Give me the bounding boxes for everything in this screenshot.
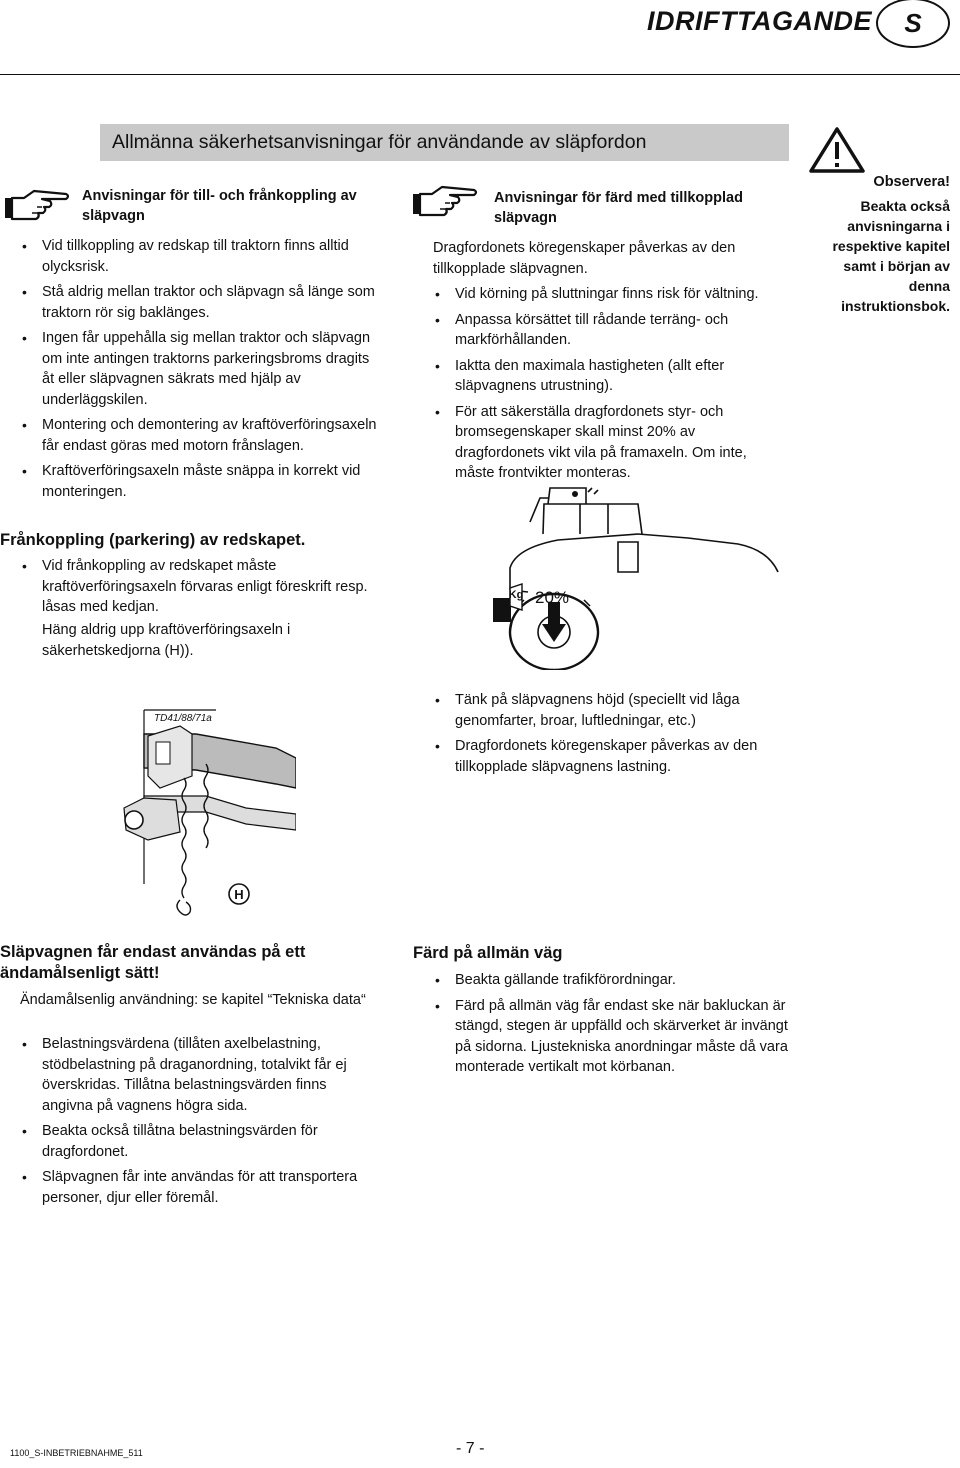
language-badge: S xyxy=(876,0,950,48)
list-item: • För att säkerställa dragfordonets styr- och bromsegenskaper skall minst 20% av dragfordonets vikt vila på framaxeln. Om inte, måste frontvikter monteras. xyxy=(433,402,788,484)
tractor-weight-illustration xyxy=(488,482,788,670)
list-item: • Iaktta den maximala hastigheten (allt efter släpvagnens utrustning). xyxy=(433,356,788,397)
list-item: • Montering och demontering av kraftöverföringsaxeln får endast göras med motorn frånslagen. xyxy=(20,415,378,456)
col2-intro: Dragfordonets köregenskaper påverkas av den tillkopplade släpvagnen. xyxy=(433,240,736,277)
frankoppling-heading: Frånkoppling (parkering) av redskapet. xyxy=(0,531,306,549)
allman-vag-bullet-list xyxy=(433,970,788,1083)
list-item: • Beakta gällande trafikförordningar. xyxy=(433,970,788,991)
col2-lower-bullet-list xyxy=(433,690,788,782)
pointing-hand-icon xyxy=(4,186,72,222)
figure-code: TD41/88/71a xyxy=(154,713,212,724)
pointing-hand-icon xyxy=(412,182,480,218)
list-item: • Vid tillkoppling av redskap till traktorn finns alltid olycksrisk. xyxy=(20,236,378,277)
list-item: • Dragfordonets köregenskaper påverkas av den tillkopplade släpvagnens lastning. xyxy=(433,736,788,777)
list-item: • Släpvagnen får inte användas för att transportera personer, djur eller föremål. xyxy=(20,1167,378,1208)
warning-triangle-icon xyxy=(808,126,866,174)
note-title: Observera! xyxy=(873,174,950,190)
col1-heading: Anvisningar för till- och frånkoppling av släpvagn xyxy=(82,188,357,224)
slapvagnen-intro: Ändamålsenlig användning: se kapitel “Tekniska data“ xyxy=(20,992,366,1008)
header-rule xyxy=(0,74,960,75)
list-item: • Belastningsvärdena (tillåten axelbelastning, stödbelastning på draganordning, totalvikt får ej överskridas. Tillåtna belastningsvärden finns angivna på vagnens högra sida. xyxy=(20,1034,378,1116)
document-code: 1100_S-INBETRIEBNAHME_511 xyxy=(10,1448,143,1458)
slapvagnen-heading: Släpvagnen får endast användas på ett ändamålsenligt sätt! xyxy=(0,943,306,982)
note-box xyxy=(808,174,950,316)
col2-bullet-list xyxy=(433,284,788,489)
list-item: • Kraftöverföringsaxeln måste snäppa in korrekt vid monteringen. xyxy=(20,461,378,502)
weight-kg-label: Kg xyxy=(508,589,524,601)
col1-bullet-list xyxy=(20,236,378,507)
list-item: • Ingen får uppehålla sig mellan traktor och släpvagn om inte antingen traktorns parkeringsbroms dragits åt eller släpvagnen säkrats med hjälp av underläggskilen. xyxy=(20,328,378,410)
weight-percent-label: 20% xyxy=(534,588,570,607)
allman-vag-heading: Färd på allmän väg xyxy=(413,944,563,962)
page-header-title: IDRIFTTAGANDE xyxy=(647,6,872,36)
frankoppling-warning: Häng aldrig upp kraftöverföringsaxeln i säkerhetskedjorna (H)). xyxy=(42,622,291,659)
chain-marker-h: H xyxy=(234,887,244,902)
pto-shaft-chain-illustration xyxy=(96,704,296,924)
slapvagnen-bullet-list xyxy=(20,1034,378,1213)
list-item: • Färd på allmän väg får endast ske när bakluckan är stängd, stegen är uppfälld och skärverket är invängt på sidorna. Ljustekniska anordningar måste då vara monterade vertikalt mot körbanan. xyxy=(433,996,788,1078)
note-body: Beakta också anvisningarna i respektive kapitel samt i början av denna instruktionsbok. xyxy=(832,198,950,314)
list-item: • Tänk på släpvagnens höjd (speciellt vid låga genomfarter, broar, luftledningar, etc.) xyxy=(433,690,788,731)
list-item: • Stå aldrig mellan traktor och släpvagn så länge som traktorn rör sig baklänges. xyxy=(20,282,378,323)
col2-heading: Anvisningar för färd med tillkopplad släpvagn xyxy=(494,190,743,226)
list-item: • Beakta också tillåtna belastningsvärden för dragfordonet. xyxy=(20,1121,378,1162)
page-number: - 7 - xyxy=(456,1440,485,1457)
section-banner: Allmänna säkerhetsanvisningar för användande av släpfordon xyxy=(100,124,789,161)
list-item: • Anpassa körsättet till rådande terräng- och markförhållanden. xyxy=(433,310,788,351)
list-item: • Vid frånkoppling av redskapet måste kraftöverföringsaxeln förvaras enligt föreskrift resp. låsas med kedjan. xyxy=(20,556,378,618)
frankoppling-bullet-list xyxy=(20,556,378,623)
list-item: • Vid körning på sluttningar finns risk för vältning. xyxy=(433,284,788,305)
